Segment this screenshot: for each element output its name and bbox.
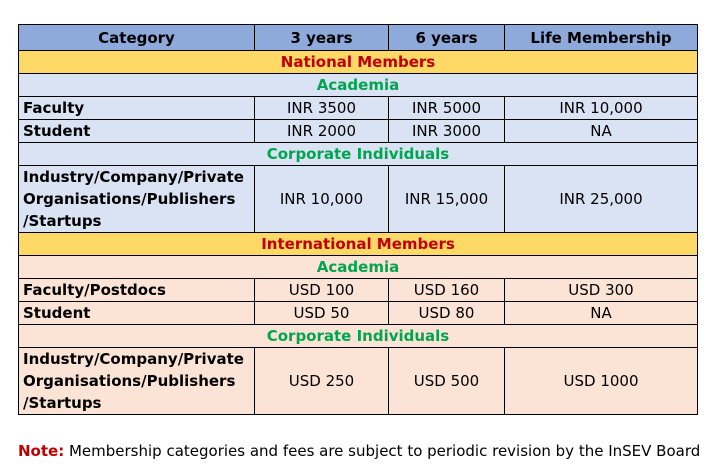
national-members-row — [19, 51, 698, 74]
table-row — [19, 120, 698, 143]
footnote — [18, 440, 700, 462]
fee-6-years: INR 3000 — [389, 120, 505, 143]
international-members-title: International Members — [19, 233, 698, 256]
table-row — [19, 166, 698, 233]
fee-6-years: INR 15,000 — [389, 166, 505, 233]
fee-life: INR 25,000 — [505, 166, 698, 233]
international-academia-title: Academia — [19, 256, 698, 279]
national-academia-title: Academia — [19, 74, 698, 97]
table-row — [19, 348, 698, 415]
international-corporate-title: Corporate Individuals — [19, 325, 698, 348]
fee-6-years: USD 80 — [389, 302, 505, 325]
fee-3-years: USD 250 — [255, 348, 389, 415]
fee-3-years: USD 100 — [255, 279, 389, 302]
table-row — [19, 97, 698, 120]
header-category: Category — [19, 25, 255, 51]
national-members-title: National Members — [19, 51, 698, 74]
table-row — [19, 302, 698, 325]
national-academia-row — [19, 74, 698, 97]
note-label: Note: — [18, 442, 65, 460]
fee-6-years: INR 5000 — [389, 97, 505, 120]
national-corporate-title: Corporate Individuals — [19, 143, 698, 166]
fee-life: NA — [505, 120, 698, 143]
fee-life: NA — [505, 302, 698, 325]
category-line: Organisations/Publishers — [23, 372, 236, 390]
fee-3-years: INR 2000 — [255, 120, 389, 143]
row-category: Student — [19, 302, 255, 325]
fee-3-years: INR 10,000 — [255, 166, 389, 233]
membership-fee-table — [18, 24, 698, 415]
fee-6-years: USD 160 — [389, 279, 505, 302]
category-line: Industry/Company/Private — [23, 350, 244, 368]
international-members-row — [19, 233, 698, 256]
fee-3-years: INR 3500 — [255, 97, 389, 120]
fee-6-years: USD 500 — [389, 348, 505, 415]
category-line: Organisations/Publishers — [23, 190, 236, 208]
category-line: /Startups — [23, 212, 102, 230]
fee-life: INR 10,000 — [505, 97, 698, 120]
header-6-years: 6 years — [389, 25, 505, 51]
header-3-years: 3 years — [255, 25, 389, 51]
international-academia-row — [19, 256, 698, 279]
table-row — [19, 279, 698, 302]
international-corporate-row — [19, 325, 698, 348]
national-corporate-row — [19, 143, 698, 166]
category-line: Industry/Company/Private — [23, 168, 244, 186]
fee-life: USD 300 — [505, 279, 698, 302]
fee-life: USD 1000 — [505, 348, 698, 415]
header-row — [19, 25, 698, 51]
row-category — [19, 166, 255, 233]
note-text: Membership categories and fees are subject to periodic revision by the InSEV Board — [64, 442, 701, 460]
row-category: Student — [19, 120, 255, 143]
header-life-membership: Life Membership — [505, 25, 698, 51]
row-category — [19, 348, 255, 415]
row-category: Faculty — [19, 97, 255, 120]
category-line: /Startups — [23, 394, 102, 412]
fee-3-years: USD 50 — [255, 302, 389, 325]
row-category: Faculty/Postdocs — [19, 279, 255, 302]
